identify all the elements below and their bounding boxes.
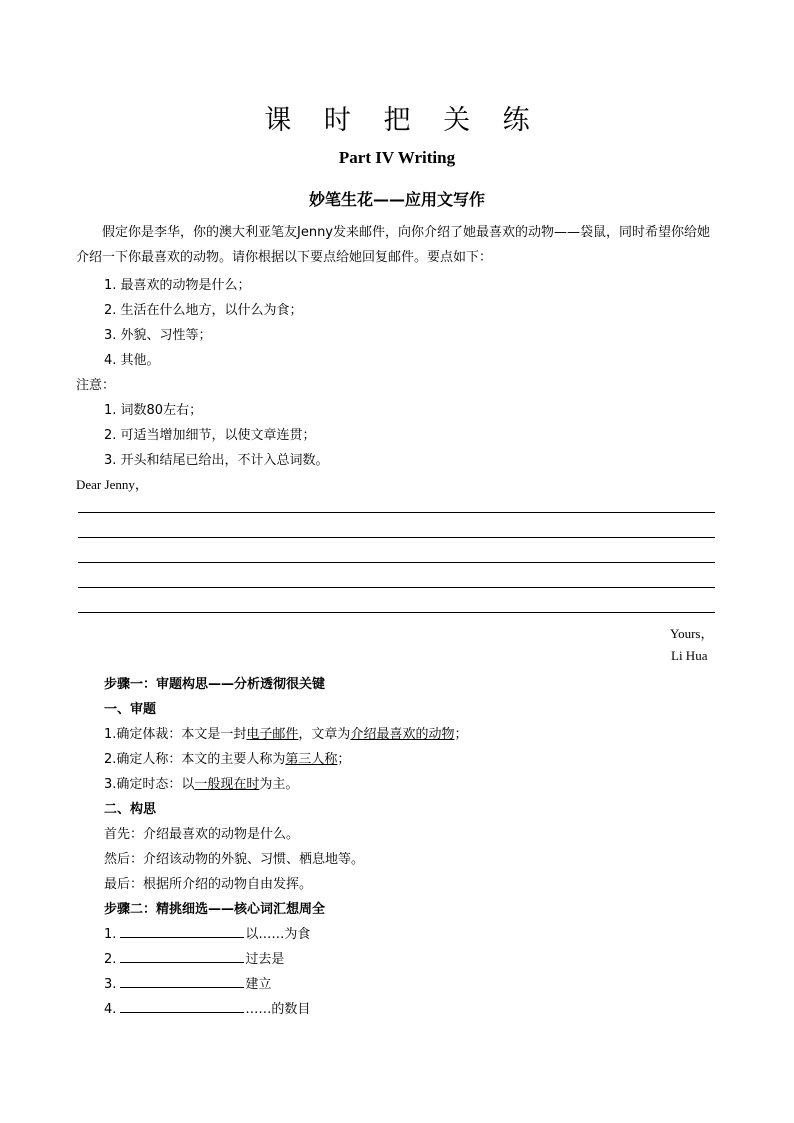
item-hint: 以……为食 bbox=[245, 927, 311, 942]
plan-line: 最后：根据所介绍的动物自由发挥。 bbox=[104, 877, 313, 892]
notes-label: 注意： bbox=[76, 378, 116, 393]
writing-line[interactable] bbox=[78, 537, 715, 538]
item-number: 2. bbox=[104, 952, 117, 967]
item-number: 4. bbox=[104, 1002, 117, 1017]
writing-line[interactable] bbox=[78, 612, 715, 613]
answer-underlined: 介绍最喜欢的动物 bbox=[350, 727, 455, 742]
text: 1.确定体裁：本文是一封 bbox=[104, 727, 247, 742]
section-heading: 妙笔生花——应用文写作 bbox=[308, 190, 485, 209]
item-hint: 过去是 bbox=[245, 952, 285, 967]
page-title: 课 时 把 关 练 bbox=[264, 105, 542, 136]
answer-blank[interactable] bbox=[120, 950, 244, 963]
answer-underlined: 电子邮件 bbox=[246, 727, 299, 742]
step1-heading: 步骤一：审题构思——分析透彻很关键 bbox=[104, 677, 326, 692]
point-item: 2. 生活在什么地方，以什么为食； bbox=[104, 303, 303, 318]
vocab-item bbox=[104, 948, 284, 967]
text: ； bbox=[337, 752, 351, 767]
item-number: 3. bbox=[104, 977, 117, 992]
step1-sub-plan: 二、构思 bbox=[104, 802, 157, 817]
point-item: 3. 外貌、习性等； bbox=[104, 328, 212, 343]
task-prompt: 假定你是李华，你的澳大利亚笔友Jenny发来邮件，向你介绍了她最喜欢的动物——袋鼠，同时希望你给她介绍一下你最喜欢的动物。请你根据以下要点给她回复邮件。要点如下： bbox=[76, 225, 711, 265]
answer-blank[interactable] bbox=[120, 1000, 244, 1013]
answer-underlined: 一般现在时 bbox=[194, 777, 260, 792]
review-line-genre bbox=[104, 723, 467, 742]
closing: Yours， bbox=[670, 626, 714, 641]
answer-underlined: 第三人称 bbox=[285, 752, 338, 767]
writing-line[interactable] bbox=[78, 562, 715, 563]
writing-line[interactable] bbox=[78, 587, 715, 588]
text: 2.确定人称：本文的主要人称为 bbox=[104, 752, 286, 767]
step1-sub-review: 一、审题 bbox=[104, 702, 157, 717]
writing-line[interactable] bbox=[78, 512, 715, 513]
answer-blank[interactable] bbox=[120, 975, 244, 988]
text: 3.确定时态：以 bbox=[104, 777, 195, 792]
step2-heading: 步骤二：精挑细选——核心词汇想周全 bbox=[104, 902, 326, 917]
item-hint: ……的数目 bbox=[245, 1002, 311, 1017]
text: ，文章为 bbox=[298, 727, 351, 742]
note-item: 2. 可适当增加细节，以使文章连贯； bbox=[104, 428, 316, 443]
greeting: Dear Jenny， bbox=[76, 477, 148, 492]
vocab-item bbox=[104, 973, 271, 992]
point-item: 1. 最喜欢的动物是什么； bbox=[104, 278, 251, 293]
vocab-item bbox=[104, 998, 310, 1017]
point-item: 4. 其他。 bbox=[104, 353, 160, 368]
vocab-item bbox=[104, 923, 310, 942]
plan-line: 然后：介绍该动物的外貌、习惯、栖息地等。 bbox=[104, 852, 365, 867]
text: 为主。 bbox=[259, 777, 299, 792]
note-item: 3. 开头和结尾已给出，不计入总词数。 bbox=[104, 453, 329, 468]
item-number: 1. bbox=[104, 927, 117, 942]
review-line-tense bbox=[104, 773, 298, 792]
answer-blank[interactable] bbox=[120, 925, 244, 938]
part-heading: Part IV Writing bbox=[338, 148, 456, 167]
review-line-person bbox=[104, 748, 350, 767]
signature: Li Hua bbox=[671, 648, 708, 663]
plan-line: 首先：介绍最喜欢的动物是什么。 bbox=[104, 827, 300, 842]
item-hint: 建立 bbox=[245, 977, 272, 992]
note-item: 1. 词数80左右； bbox=[104, 403, 203, 418]
text: ； bbox=[454, 727, 468, 742]
